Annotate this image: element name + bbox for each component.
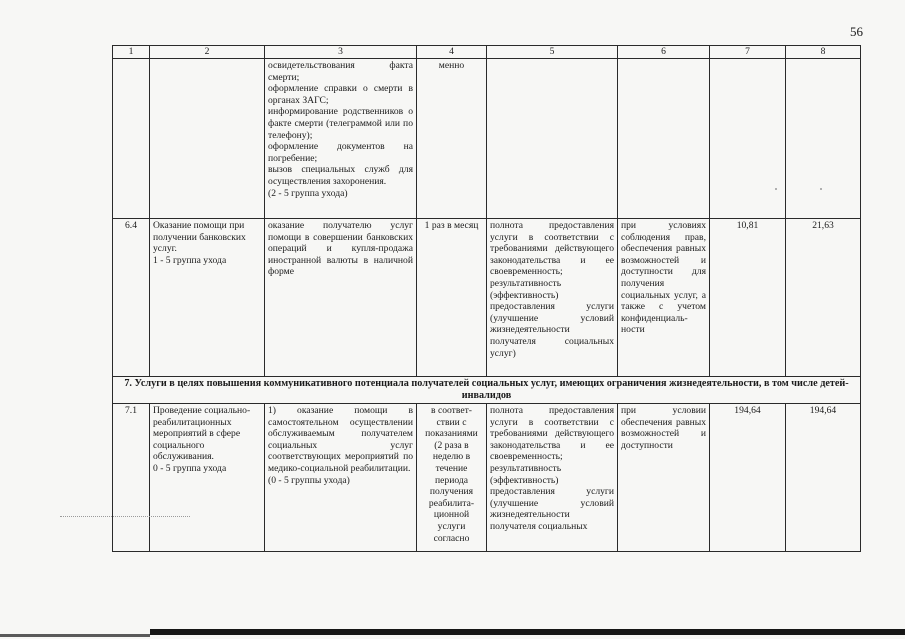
column-header: 1	[113, 46, 150, 59]
scan-edge-shadow	[0, 634, 150, 637]
column-header: 3	[265, 46, 417, 59]
page-number: 56	[850, 24, 863, 39]
cell-col7: 10,81	[710, 219, 786, 377]
table-row	[113, 219, 861, 377]
cell-conditions: при условиях соблюдения прав, обеспечения равных возможностей и доступности для получения социальных услуг, а также с учетом конфиденциаль-ности	[618, 219, 710, 377]
cell-frequency: 1 раз в месяц	[417, 219, 487, 377]
description-text: 1) оказание помощи в самостоятельном осуществлении обслуживаемым получателем социальных услуг соответствующих мероприятий по медико-социальной реабилитации.	[268, 405, 413, 474]
scan-edge-bar	[150, 629, 905, 635]
column-header: 5	[487, 46, 618, 59]
cell-description	[265, 59, 417, 219]
care-group: 1 - 5 группа ухода	[153, 254, 227, 266]
column-header: 7	[710, 46, 786, 59]
service-name: Оказание помощи при получении банковских услуг.	[153, 220, 246, 255]
scan-speck	[820, 188, 822, 190]
cell-num: 7.1	[113, 404, 150, 552]
section-title: 7. Услуги в целях повышения коммуникативного потенциала получателей социальных услуг, имеющих ограничения жизнедеятельности, в том числе детей-инвалидов	[113, 377, 861, 404]
cell-frequency: в соответ-ствии с показаниями (2 раза в неделю в течение периода получения реабилита-ционной услуги согласно	[417, 404, 487, 552]
cell-quality	[487, 59, 618, 219]
column-header: 8	[786, 46, 861, 59]
cell-col8: 21,63	[786, 219, 861, 377]
scan-artifact-line	[60, 516, 190, 518]
cell-num	[113, 59, 150, 219]
description-line: оформление справки о смерти в органах ЗАГС;	[268, 83, 413, 106]
cell-description: оказание получателю услуг помощи в совершении банковских операций и купля-продажа иностранной валюты в наличной форме	[265, 219, 417, 377]
cell-frequency: менно	[417, 59, 487, 219]
cell-conditions: при условии обеспечения равных возможностей и доступности	[618, 404, 710, 552]
description-line: (2 - 5 группа ухода)	[268, 187, 348, 199]
cell-name	[150, 59, 265, 219]
scan-speck	[775, 188, 777, 190]
cell-conditions	[618, 59, 710, 219]
column-header: 2	[150, 46, 265, 59]
cell-quality: полнота предоставления услуги в соответствии с требованиями действующего законодательства и ее своевременность; результативность (эффективность) предоставления услуги (улучшение условий жизнедеятельности получателя социальных	[487, 404, 618, 552]
description-group: (0 - 5 группы ухода)	[268, 474, 350, 486]
table-row	[113, 404, 861, 552]
cell-col8	[786, 59, 861, 219]
cell-description	[265, 404, 417, 552]
cell-num: 6.4	[113, 219, 150, 377]
section-heading-row	[113, 377, 861, 404]
description-line: информирование родственников о факте смерти (телеграммой или по телефону);	[268, 106, 413, 141]
description-line: вызов специальных служб для осуществления захоронения.	[268, 164, 413, 187]
column-number-row	[113, 46, 861, 59]
care-group: 0 - 5 группа ухода	[153, 462, 227, 474]
table-row	[113, 59, 861, 219]
description-line: оформление документов на погребение;	[268, 141, 413, 164]
column-header: 6	[618, 46, 710, 59]
services-table	[112, 45, 861, 552]
cell-name	[150, 219, 265, 377]
description-line: освидетельствования факта смерти;	[268, 60, 413, 83]
column-header: 4	[417, 46, 487, 59]
cell-col8: 194,64	[786, 404, 861, 552]
cell-quality: полнота предоставления услуги в соответствии с требованиями действующего законодательства и ее своевременность; результативность (эффективность) предоставления услуги (улучшение условий жизнедеятельности получателя социальных услуг)	[487, 219, 618, 377]
cell-name	[150, 404, 265, 552]
cell-col7	[710, 59, 786, 219]
cell-col7: 194,64	[710, 404, 786, 552]
service-name: Проведение социально-реабилитационных мероприятий в сфере социального обслуживания.	[153, 405, 251, 463]
